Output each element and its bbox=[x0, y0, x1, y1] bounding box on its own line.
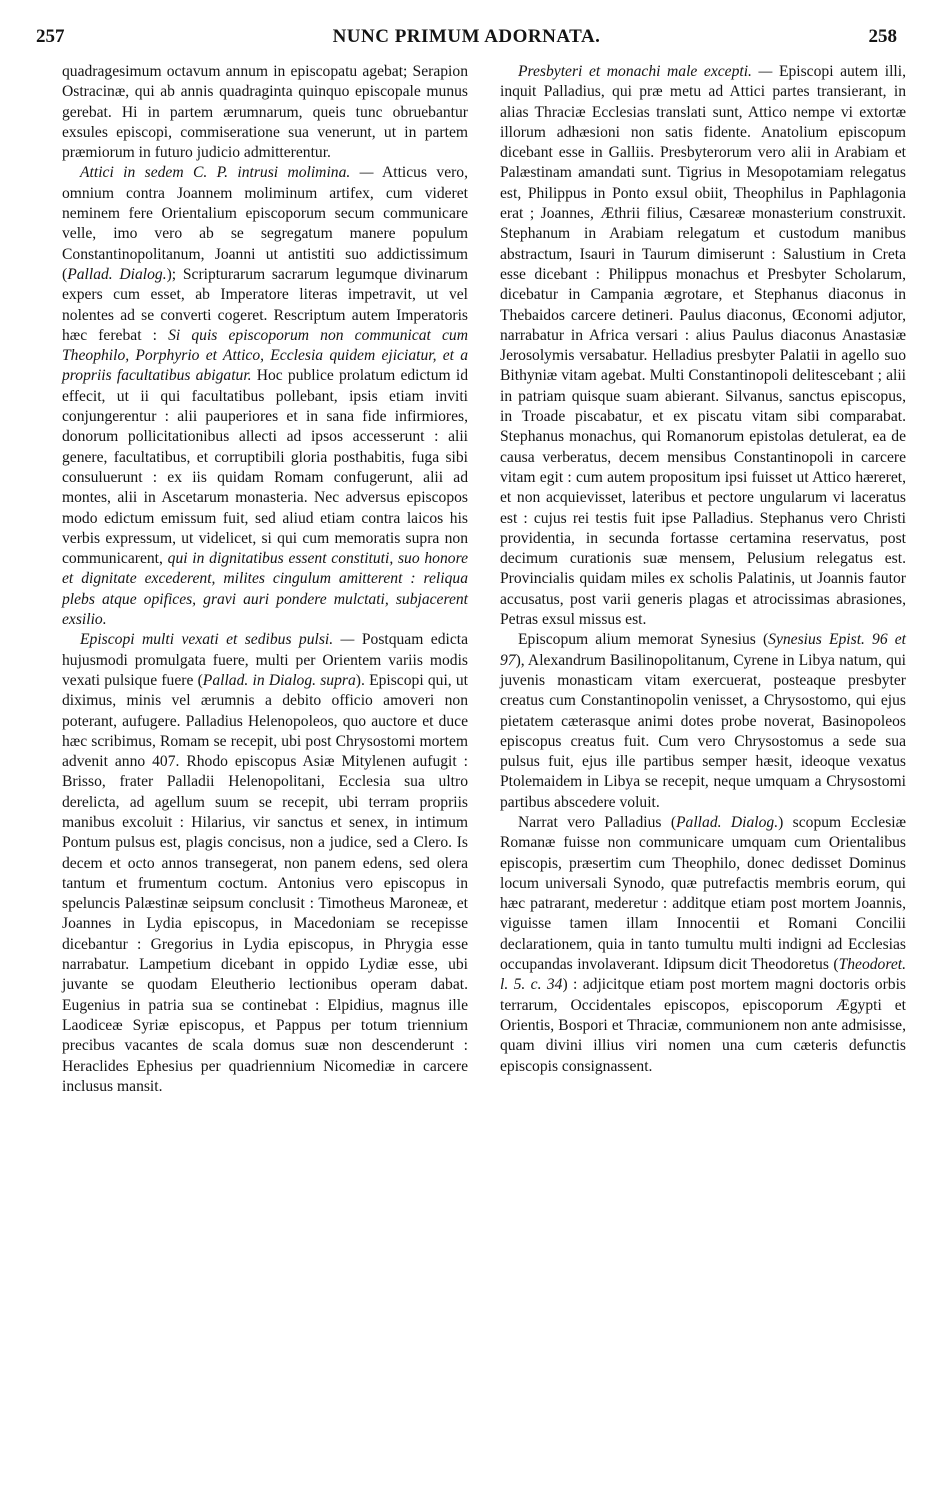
paragraph-text: Episcopum alium memorat Synesius ( bbox=[518, 631, 769, 649]
paragraph-rubric: Attici in sedem C. P. intrusi molimina. — bbox=[80, 164, 374, 182]
paragraph bbox=[500, 813, 906, 1077]
paragraph bbox=[62, 630, 468, 1097]
paragraph-text: Atticus vero, omnium contra Joannem moliminum artifex, cum videret neminem fere Orientalium episcoporum secum communicare velle, imo vero ab se segregatum manere populum Constantinopolitanum, Joanni ut antistiti suo addictissimum ( bbox=[62, 164, 469, 283]
citation: Synesius Epist. 96 et 97 bbox=[500, 631, 906, 669]
paragraph-rubric: Episcopi multi vexati et sedibus pulsi. — bbox=[80, 631, 355, 649]
page-header bbox=[36, 20, 897, 54]
paragraph bbox=[62, 62, 468, 163]
paragraph-text: ), Alexandrum Basilinopolitanum, Cyrene in Libya natum, qui juvenis monasticam vitam exercuerat, posteaque presbyter creatus cum Constantinopolin venisset, a Chrysostomo, qui ejus pietatem cæterasque animi dotes probe noverat, Basinopoleos episcopus creatus fuit. Cum vero Chrysostomus a sede sua pulsus fuit, ejus ille partibus semper hæsit, ideoque vexatus Ptolemaidem in Libya se recepit, neque umquam a Chrysostomi partibus abscedere voluit. bbox=[500, 651, 906, 811]
paragraph-text: Narrat vero Palladius ( bbox=[518, 813, 677, 831]
paragraph-text: ) scopum Ecclesiæ Romanæ fuisse non communicare umquam cum Orientalibus episcopis, præsertim cum Theophilo, donec dedisset Dominus locum universali Synodo, quæ putrefactis membris eorum, qui hæc patrarant, mederetur : additque etiam post mortem Joannis, viguisse tamen illam Innocentii et Romani Concilii declarationem, quia in tanto tumultu multi indigni ad Ecclesias occupandas involaverant. Idipsum dicit Theodoretus ( bbox=[500, 813, 906, 974]
running-title: NUNC PRIMUM ADORNATA. bbox=[332, 26, 601, 47]
paragraph bbox=[62, 163, 468, 630]
edict-quote: Si quis episcoporum non communicat cum Theophilo, Porphyrio et Attico, Ecclesia quidem ejiciatur, et a propriis facultatibus abigatur. bbox=[62, 326, 468, 385]
page-number-left: 257 bbox=[36, 26, 65, 47]
citation: Theodoret. l. 5. c. 34 bbox=[500, 956, 906, 994]
edict-quote: qui in dignitatibus essent constituti, suo honore et dignitate excederent, milites cingulum amitterent : reliqua plebs atque opifices, gravi auri pondere mulctati, subjacerent exsilio. bbox=[62, 550, 468, 629]
paragraph-text: Postquam edicta hujusmodi promulgata fuere, multi per Orientem variis modis vexati pulsique fuere ( bbox=[62, 631, 468, 689]
citation: Pallad. Dialog. bbox=[67, 265, 167, 283]
paragraph-text: Hoc publice prolatum edictum id effecit, ut ii qui facultatibus pollebant, ipsis etiam inviti conjungerentur : alii pauperiores et in sana fide infirmiores, donorum pollicitationibus allecti ad ipsos accesserunt : alii genere, facultatibus, et corruptibili gloria posthabitis, fuga sibi consuluerunt : ex iis quidam Romam confugerunt, alii ad montes, alii in Ascetarum monasteria. Nec adversus episcopos modo edictum emissum fuit, sed aliud etiam contra laicos his verbis expressum, ut videlicet, si qui cum memoratis supra non communicarent, bbox=[62, 367, 468, 568]
paragraph-rubric: Presbyteri et monachi male excepti. — bbox=[518, 63, 773, 80]
paragraph-text: ) : adjicitque etiam post mortem magni doctoris orbis terrarum, Occidentales episcopos, episcoporum Ægypti et Orientis, Bospori et Thraciæ, communionem non ante admisisse, quam divini illius viri nomen una cum cæteris defunctis episcopis consignassent. bbox=[500, 976, 906, 1075]
citation: Pallad. Dialog. bbox=[676, 813, 779, 831]
left-column bbox=[62, 62, 468, 1097]
paragraph bbox=[500, 62, 906, 630]
right-column bbox=[500, 62, 906, 1077]
paragraph-text: ); Scripturarum sacrarum legumque divinarum expers cum esset, ab Imperatore literas impetravit, ut vel nolentes ad se converti cogeret. Rescriptum autem Imperatoris hæc ferebat : bbox=[62, 265, 468, 344]
paragraph-text: quadragesimum octavum annum in episcopatu agebat; Serapion Ostracinæ, qui ab annis quadraginta quinquo episcopale munus gerebat. Hi in partem ærumnarum, queis tunc obruebantur exsules episcopi, commiseratione sua venerunt, ut in partem præmiorum in futuro judicio admitterentur. bbox=[62, 63, 468, 162]
citation: Pallad. in Dialog. supra bbox=[202, 671, 356, 689]
paragraph-text: Episcopi autem illi, inquit Palladius, qui præ metu ad Attici partes transierant, in alias Thraciæ Ecclesias translati sunt, Attico nempe vi extortæ illorum adhæsioni non satis fidente. Anatolium episcopum dicebant esse in Galliis. Presbyterorum vero alii in Arabiam et Palæstinam amandati sunt. Tigrius in Mesopotamiam relegatus est, Philippus in Ponto exsul obiit, Theophilus in Paphlagonia erat ; Joannes, Æthrii filius, Cæsareæ monasterium construxit. Stephanum in Arabiam relegatum et custodum manibus abstractum, Isauri in Taurum dimiserunt : Salustium in Creta esse dicebant : Philippus monachus et Presbyter Scholarum, dicebatur in Campania ægrotare, et Stephanus diaconus in Thebaidos carcere detineri. Paulus diaconus, Œconomi adjutor, narrabatur in Africa versari : alius Paulus diaconus Anastasiæ Jerosolymis versabatur. Helladius presbyter Palatii in agello suo Bithyniæ vitam agebat. Multi Constantinopoli delitescebant ; alii in patriam quisque suam abierant. Silvanus, sanctus episcopus, in Troade piscabatur, et ex piscatu vitam sibi comparabat. Stephanus monachus, qui Romanorum epistolas detulerat, ea de causa verberatus, decem mensibus Constantinopoli in carcere vitam egit : cum autem propositum ipsi fuisset ut Attico hæreret, et non acquievisset, lateribus et pectore ungularum vi laceratus est : cujus rei testis fuit ipse Palladius. Stephanus vero Christi providentia, in secunda fortasse certamina reservatus, post decimum curationis suæ mensem, Pelusium relegatus est. Provincialis quidam miles ex scholis Palatinis, ut Joannis fautor accusatus, post varii generis plagas et atrocissimas abrasiones, Petras exsul missus est. bbox=[500, 63, 906, 629]
paragraph bbox=[500, 630, 906, 813]
paragraph-text: ). Episcopi qui, ut diximus, minis vel ærumnis a debito officio amoveri non poterant, aufugere. Palladius Helenopoleos, quo auctore et duce hæc scribimus, Romam se recepit, ubi post Chrysostomi mortem advenit anno 407. Rhodo episcopus Asiæ Mitylenen aufugit : Brisso, frater Palladii Helenopolitani, Ecclesia sua ultro derelicta, ad agellum suum se recepit, ubi terram propriis manibus excoluit : Hilarius, vir sanctus et senex, in intimum Pontum pulsus est, plagis concisus, non a judice, sed a Clero. Is decem et octo annos transegerat, non panem edens, sed olera tantum et frumentum coctum. Antonius vero episcopus in speluncis Palæstinæ seipsum conclusit : Timotheus Maroneæ, et Joannes in Lydia episcopus, in Macedoniam se recepisse dicebantur : Gregorius in Lydia episcopus, in Phrygia esse narrabatur. Lampetium dicebant in oppido Lydiæ esse, ubi juvante se quodam Eleutherio lectionibus operam dabat. Eugenius in patria sua se continebat : Elpidius, magnus ille Laodiceæ Syriæ episcopus, et Pappus per totum triennium precibus vacantes de scala domus suæ non descenderunt : Heraclides Ephesius per quadriennium Nicomediæ in carcere inclusus mansit. bbox=[62, 671, 469, 1095]
page-number-right: 258 bbox=[868, 26, 897, 47]
